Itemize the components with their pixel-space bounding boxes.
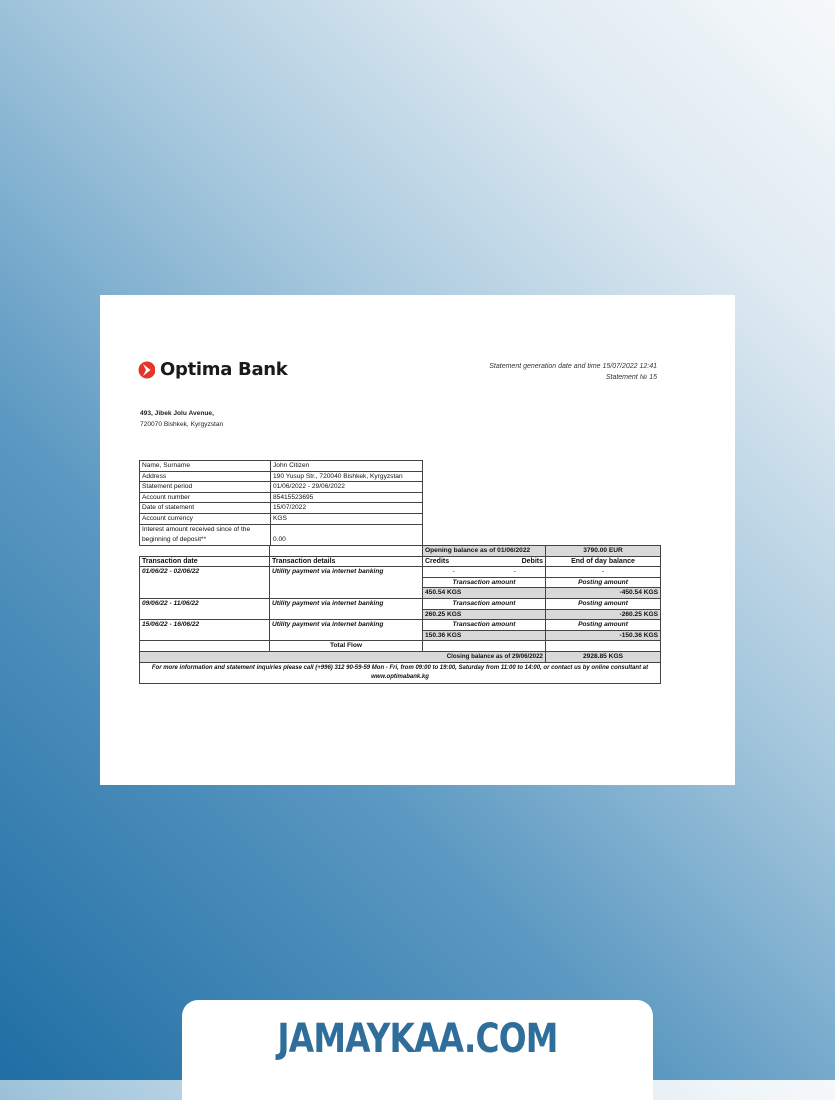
optima-logo-icon (138, 360, 155, 380)
info-value: John Citizen (271, 461, 423, 472)
info-row (140, 513, 423, 524)
footer-contact-note: For more information and statement inquiries please call (+996) 312 90-59-59 Mon - Fri, from 09:00 to 19:00, Saturday from 11:00 to 14:00, or contact us by online consultant at www.optimabank.kg (140, 662, 661, 683)
transaction-date: 01/06/22 - 02/06/22 (140, 567, 270, 599)
info-label: Date of statement (140, 503, 271, 514)
info-value: 85415523695 (271, 492, 423, 503)
posting-amount-label: Posting amount (546, 577, 661, 588)
posting-amount: -260.25 KGS (546, 609, 661, 620)
statement-number: Statement № 15 (605, 374, 657, 381)
info-label: Name, Surname (140, 461, 271, 472)
footer-row (140, 662, 661, 683)
info-value: 0.00 (271, 524, 423, 545)
info-value: KGS (271, 513, 423, 524)
transaction-details: Utility payment via internet banking (270, 567, 423, 599)
header-transaction-details: Transaction details (270, 556, 423, 567)
watermark-text: JAMAYKAA.COM (277, 1016, 558, 1062)
info-label: Interest amount received since of the beginning of deposit** (140, 524, 271, 545)
info-label: Address (140, 471, 271, 482)
total-flow-label: Total Flow (270, 641, 423, 652)
posting-amount-label: Posting amount (546, 620, 661, 631)
bank-address (140, 408, 223, 430)
header-credits: Credits (423, 556, 485, 567)
transaction-amount-label: Transaction amount (423, 620, 546, 631)
debits-value: - (485, 567, 546, 578)
end-of-day-value: - (546, 567, 661, 578)
credits-value: - (423, 567, 485, 578)
bank-statement-page (100, 295, 735, 785)
opening-balance-row (140, 546, 661, 557)
bank-logo (138, 359, 287, 380)
generation-datetime: Statement generation date and time 15/07/2022 12:41 (489, 363, 657, 370)
posting-amount: -450.54 KGS (546, 588, 661, 599)
total-flow-row (140, 641, 661, 652)
opening-balance-label: Opening balance as of 01/06/2022 (423, 546, 546, 557)
info-row (140, 524, 423, 545)
statement-meta (489, 361, 657, 383)
bank-address-line1: 493, Jibek Jolu Avenue, (140, 410, 214, 417)
bank-name: Optima Bank (160, 359, 288, 380)
transaction-amount-label: Transaction amount (423, 598, 546, 609)
transaction-date: 09/06/22 - 11/06/22 (140, 598, 270, 619)
transaction-details: Utility payment via internet banking (270, 598, 423, 619)
posting-amount: -150.36 KGS (546, 630, 661, 641)
closing-balance-amount: 2928.85 KGS (546, 651, 661, 662)
info-value: 190 Yusup Str., 720040 Bishkek, Kyrgyzstan (271, 471, 423, 482)
closing-balance-label: Closing balance as of 29/06/2022 (140, 651, 546, 662)
transaction-details: Utility payment via internet banking (270, 620, 423, 641)
header-transaction-date: Transaction date (140, 556, 270, 567)
info-row (140, 503, 423, 514)
table-row (140, 567, 661, 578)
info-label: Account currency (140, 513, 271, 524)
info-row (140, 461, 423, 472)
table-row (140, 598, 661, 609)
posting-amount-label: Posting amount (546, 598, 661, 609)
info-row (140, 482, 423, 493)
opening-balance-amount: 3790.00 EUR (546, 546, 661, 557)
table-row (140, 620, 661, 631)
info-value: 15/07/2022 (271, 503, 423, 514)
info-value: 01/06/2022 - 29/06/2022 (271, 482, 423, 493)
watermark-banner (182, 1000, 653, 1100)
info-row (140, 471, 423, 482)
transaction-amount: 450.54 KGS (423, 588, 546, 599)
info-label: Statement period (140, 482, 271, 493)
info-label: Account number (140, 492, 271, 503)
bank-address-line2: 720070 Bishkek, Kyrgyzstan (140, 421, 224, 428)
info-row (140, 492, 423, 503)
closing-balance-row (140, 651, 661, 662)
transaction-amount: 150.36 KGS (423, 630, 546, 641)
header-end-of-day-balance: End of day balance (546, 556, 661, 567)
table-header-row (140, 556, 661, 567)
transaction-amount-label: Transaction amount (423, 577, 546, 588)
transaction-amount: 260.25 KGS (423, 609, 546, 620)
account-info-table (139, 460, 423, 546)
transactions-table (139, 545, 661, 684)
transaction-date: 15/06/22 - 16/06/22 (140, 620, 270, 641)
header-debits: Debits (485, 556, 546, 567)
